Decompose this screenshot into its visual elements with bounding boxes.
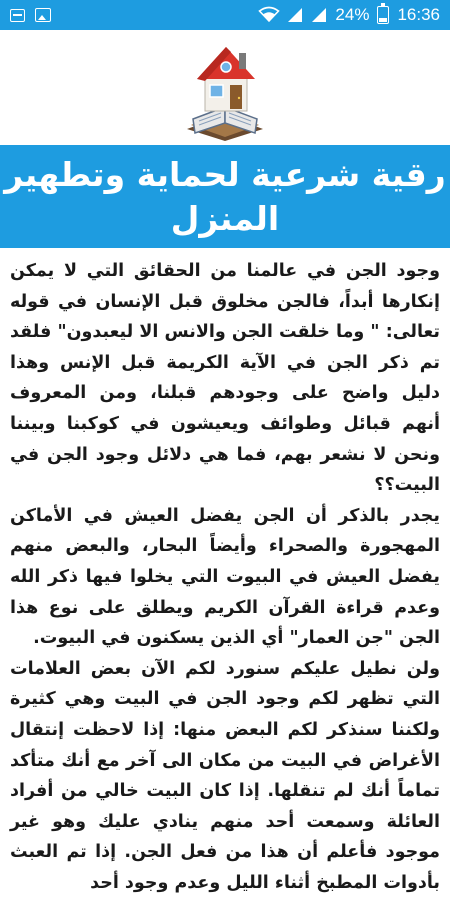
house-on-book-icon: [175, 33, 275, 143]
page-title-line-1: رقية شرعية لحماية وتطهير: [4, 154, 446, 194]
wifi-icon: [259, 7, 279, 23]
battery-percent: 24%: [335, 5, 370, 24]
header-illustration-area: [0, 30, 450, 145]
signal-icon-2: [311, 7, 327, 23]
page-title-line-2: المنزل: [170, 198, 280, 238]
battery-icon: [377, 6, 389, 24]
notification-icon: [10, 9, 25, 22]
gallery-icon: [35, 8, 51, 22]
article-body[interactable]: [10, 256, 440, 893]
status-left: [10, 8, 51, 22]
status-bar: [0, 0, 450, 30]
status-right: [259, 5, 440, 25]
signal-icon: [287, 7, 303, 23]
article-paragraph: يجدر بالذكر أن الجن يفضل العيش في الأماكن المهجورة والصحراء وأيضاً البحار، والبعض منهم يفضل العيش في البيوت التي يخلوا فيها ذكر الله وعدم قراءة القرآن الكريم ويطلق على نوع هذا الجن "جن العمار" أي الذين يسكنون في البيوت.: [10, 505, 440, 649]
article-paragraph: ولن نطيل عليكم سنورد لكم الآن بعض العلامات التي تظهر لكم وجود الجن في البيت وهي كثيرة ولكننا سنذكر لكم البعض منها: إذا لاحظت إنتقال الأغراض في البيت من مكان الى آخر مع أنك متأكد تماماً أنك لم تنقلها. إذا كان البيت خالي من أفراد العائلة وسمعت أحد منهم ينادي عليك وهو غير موجود فأعلم أن هذا من فعل الجن. إذا تم العبث بأدوات المطبخ أثناء الليل وعدم وجود أحد: [10, 658, 440, 893]
title-banner: [0, 145, 450, 248]
clock: 16:36: [397, 5, 440, 24]
battery-fill: [379, 18, 387, 22]
article-paragraph: وجود الجن في عالمنا من الحقائق التي لا يمكن إنكارها أبداً، فالجن مخلوق قبل الإنسان في قوله تعالى: " وما خلقت الجن والانس الا ليعبدون" فلقد تم ذكر الجن في الآية الكريمة قبل الإنس وهذا دليل واضح على وجودهم قبلنا، ومن المعروف أنهم قبائل وطوائف ويعيشون في كوكبنا وبيننا ونحن لا نشعر بهم، فما هي دلائل وجود الجن في البيت؟؟: [10, 261, 440, 496]
